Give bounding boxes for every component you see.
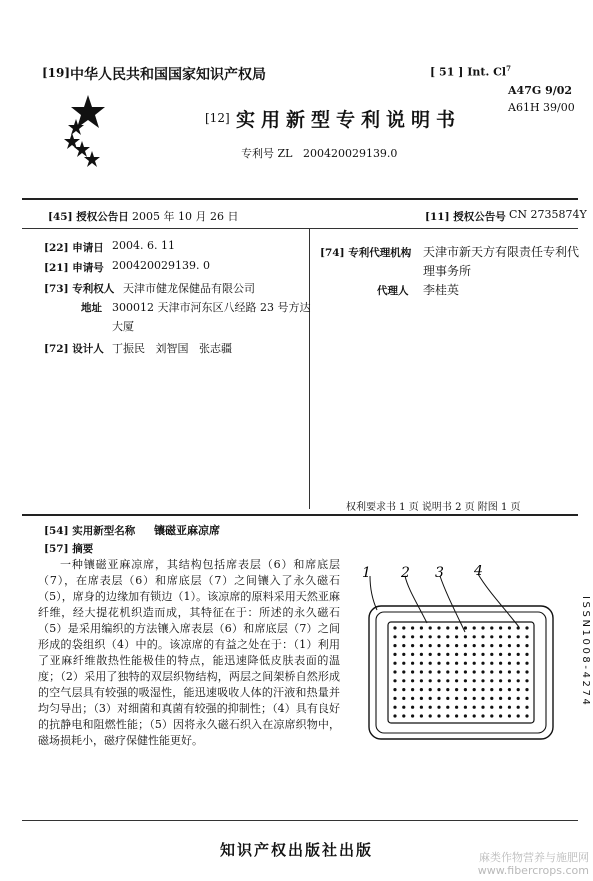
magnet-dot [437, 635, 440, 638]
magnet-dot [411, 662, 414, 665]
pub-number-label: [11] 授权公告号 [425, 211, 506, 223]
magnet-dot [446, 635, 449, 638]
magnet-dot [517, 679, 520, 682]
designer-names: 丁振民 刘智国 张志疆 [112, 342, 232, 355]
magnet-dot [437, 706, 440, 709]
magnet-dot [481, 679, 484, 682]
magnet-dot [420, 688, 423, 691]
magnet-dot [464, 706, 467, 709]
magnet-dot [499, 714, 502, 717]
page-count-info: 权利要求书 1 页 说明书 2 页 附图 1 页 [346, 502, 521, 513]
magnet-dot [499, 697, 502, 700]
magnet-dot [508, 644, 511, 647]
magnet-dot [499, 644, 502, 647]
magnet-dot [490, 653, 493, 656]
magnet-dot [508, 626, 511, 629]
sipo-emblem [62, 95, 122, 177]
magnet-dot [420, 644, 423, 647]
magnet-dot [481, 653, 484, 656]
biblio-bottom-rule [22, 514, 578, 516]
magnet-dot [411, 653, 414, 656]
magnet-dot [402, 653, 405, 656]
magnet-dot [402, 679, 405, 682]
magnet-dot [455, 679, 458, 682]
leader-line-4 [478, 574, 519, 627]
address-label: 地址 [81, 302, 102, 314]
magnet-dot [508, 688, 511, 691]
magnet-dot [437, 653, 440, 656]
magnet-dot [481, 635, 484, 638]
magnet-dot [446, 662, 449, 665]
ipc-sub: A61H 39/00 [508, 101, 575, 114]
magnet-dot [464, 635, 467, 638]
emblem-star [64, 133, 80, 149]
magnet-dot [490, 644, 493, 647]
magnet-dot [525, 706, 528, 709]
magnet-dot [402, 662, 405, 665]
magnet-dot [393, 662, 396, 665]
magnet-dot [402, 714, 405, 717]
magnet-dot [499, 662, 502, 665]
magnet-dot [473, 662, 476, 665]
magnet-dot [525, 670, 528, 673]
pub-date: 2005 年 10 月 26 日 [132, 210, 239, 223]
document-type-title: 实用新型专利说明书 [236, 109, 462, 131]
magnet-dot [393, 714, 396, 717]
magnet-dot [490, 662, 493, 665]
magnet-dot [508, 697, 511, 700]
app-number-label: [21] 申请号 [44, 262, 104, 274]
magnet-dot [429, 653, 432, 656]
magnet-dot [525, 697, 528, 700]
magnet-dot [393, 679, 396, 682]
magnet-dots [393, 626, 528, 717]
magnet-dot [420, 714, 423, 717]
magnet-dot [464, 714, 467, 717]
mat-outer-border [369, 606, 553, 739]
magnet-dot [393, 688, 396, 691]
magnet-dot [429, 662, 432, 665]
abstract-text: 一种镶磁亚麻凉席，其结构包括席表层（6）和席底层（7），在席表层（6）和席底层（7）之间镶入了永久磁石（5），席身的边缘加有锁边（1）。该凉席的原料采用天然亚麻纤维，经大提花机织造而成，其特征在于：所述的永久磁石（5）是采用编织的方法镶入席表层（6）和席底层（7）之间形成的袋组织（4）中的。该凉席的有益之处在于：（1）利用了亚麻纤维散热性能极佳的特点，能迅速降低皮肤表面的温度；（2）采用了独特的双层织物结构，两层之间架桥自然形成的空气层具有较强的吸湿性，能迅速吸收人体的汗液和热量并均匀导出；（3）对细菌和真菌有较强的抑制性；（4）具有良好的抗静电和阻燃性能；（5）因将永久磁石织入在凉席织物中，磁场损耗小，磁疗保健性能更好。 [38, 558, 340, 747]
issuing-authority: 中华人民共和国国家知识产权局 [70, 67, 266, 83]
publisher: 知识产权出版社出版 [220, 841, 374, 859]
magnet-dot [508, 679, 511, 682]
magnet-dot [499, 653, 502, 656]
magnet-dot [517, 697, 520, 700]
magnet-dot [525, 653, 528, 656]
mat-inner-panel [388, 622, 534, 723]
magnet-dot [517, 670, 520, 673]
mat-binding-edge [376, 612, 546, 733]
magnet-dot [473, 714, 476, 717]
magnet-dot [464, 670, 467, 673]
magnet-dot [429, 679, 432, 682]
header-code-51: [ 51 ] Int. Cl$^7$ [430, 64, 511, 79]
magnet-dot [402, 688, 405, 691]
magnet-dot [464, 626, 467, 629]
magnet-dot [517, 644, 520, 647]
biblio-top-rule [22, 228, 578, 229]
patent-number: 专利号 ZL 200420029139.0 [241, 147, 398, 160]
magnet-dot [455, 635, 458, 638]
magnet-dot [420, 706, 423, 709]
magnet-dot [517, 662, 520, 665]
figure-label-3: 3 [435, 565, 444, 581]
magnet-dot [481, 644, 484, 647]
figure-label-2: 2 [401, 565, 410, 581]
magnet-dot [411, 697, 414, 700]
watermark-site-name: 麻类作物营养与施肥网 [479, 851, 589, 864]
leader-line-2 [405, 576, 427, 623]
magnet-dot [411, 644, 414, 647]
magnet-dot [490, 697, 493, 700]
magnet-dot [446, 653, 449, 656]
magnet-dot [446, 679, 449, 682]
magnet-dot [411, 626, 414, 629]
magnet-dot [490, 635, 493, 638]
magnet-dot [446, 626, 449, 629]
emblem-star [74, 141, 90, 157]
magnet-dot [437, 688, 440, 691]
magnet-dot [490, 670, 493, 673]
magnet-dot [402, 706, 405, 709]
magnet-dot [517, 626, 520, 629]
magnet-dot [481, 670, 484, 673]
magnet-dot [420, 697, 423, 700]
magnet-dot [455, 697, 458, 700]
abstract-label: [57] 摘要 [44, 543, 94, 555]
magnet-dot [402, 635, 405, 638]
ipc-main: A47G 9/02 [508, 84, 573, 97]
magnet-dot [429, 644, 432, 647]
magnet-dot [517, 688, 520, 691]
magnet-dot [411, 679, 414, 682]
magnet-dot [437, 679, 440, 682]
magnet-dot [490, 679, 493, 682]
magnet-dot [473, 670, 476, 673]
agency-line-2: 理事务所 [423, 264, 472, 278]
agent-label: 代理人 [377, 285, 409, 297]
magnet-dot [402, 670, 405, 673]
magnet-dot [420, 626, 423, 629]
magnet-dot [402, 644, 405, 647]
magnet-dot [429, 670, 432, 673]
magnet-dot [446, 644, 449, 647]
magnet-dot [429, 626, 432, 629]
magnet-dot [473, 644, 476, 647]
magnet-dot [411, 714, 414, 717]
magnet-dot [490, 688, 493, 691]
magnet-dot [525, 644, 528, 647]
magnet-dot [517, 714, 520, 717]
magnet-dot [508, 662, 511, 665]
header-divider [22, 198, 578, 200]
magnet-dot [420, 662, 423, 665]
address-line-1: 300012 天津市河东区八经路 23 号方达 [112, 301, 311, 314]
magnet-dot [508, 670, 511, 673]
magnet-dot [455, 653, 458, 656]
header-code-19: [19] [42, 66, 71, 80]
figure-label-1: 1 [362, 565, 371, 581]
magnet-dot [429, 697, 432, 700]
magnet-dot [481, 662, 484, 665]
magnet-dot [517, 635, 520, 638]
magnet-dot [446, 706, 449, 709]
magnet-dot [437, 644, 440, 647]
magnet-dot [429, 688, 432, 691]
magnet-dot [517, 653, 520, 656]
magnet-dot [455, 644, 458, 647]
magnet-dot [437, 662, 440, 665]
magnet-dot [481, 706, 484, 709]
footer-rule [22, 820, 578, 821]
magnet-dot [525, 662, 528, 665]
magnet-dot [429, 714, 432, 717]
magnet-dot [393, 653, 396, 656]
pub-number: CN 2735874Y [509, 208, 587, 221]
magnet-dot [455, 670, 458, 673]
magnet-dot [464, 653, 467, 656]
magnet-dot [499, 635, 502, 638]
app-date-label: [22] 申请日 [44, 242, 104, 254]
magnet-dot [481, 714, 484, 717]
magnet-dot [437, 714, 440, 717]
magnet-dot [464, 697, 467, 700]
magnet-dot [429, 635, 432, 638]
issn-vertical: ISSN1008-4274 [580, 596, 591, 708]
magnet-dot [508, 706, 511, 709]
magnet-dot [393, 644, 396, 647]
magnet-dot [525, 679, 528, 682]
magnet-dot [525, 635, 528, 638]
magnet-dot [473, 697, 476, 700]
magnet-dot [402, 697, 405, 700]
magnet-dot [517, 706, 520, 709]
magnet-dot [437, 670, 440, 673]
magnet-dot [525, 714, 528, 717]
magnet-dot [411, 706, 414, 709]
column-divider [309, 229, 310, 509]
magnet-dot [420, 635, 423, 638]
owner-name: 天津市健龙保健品有限公司 [123, 282, 255, 295]
mat-drawing [355, 565, 565, 743]
magnet-dot [481, 688, 484, 691]
pub-date-label: [45] 授权公告日 [48, 211, 129, 223]
magnet-dot [393, 635, 396, 638]
magnet-dot [411, 670, 414, 673]
magnet-dot [499, 670, 502, 673]
magnet-dot [464, 679, 467, 682]
magnet-dot [393, 626, 396, 629]
magnet-dot [499, 626, 502, 629]
figure-label-4: 4 [474, 565, 483, 579]
magnet-dot [473, 679, 476, 682]
magnet-dot [508, 635, 511, 638]
magnet-dot [420, 653, 423, 656]
magnet-dot [437, 626, 440, 629]
magnet-dot [411, 635, 414, 638]
app-number: 200420029139. 0 [112, 259, 210, 272]
magnet-dot [455, 714, 458, 717]
magnet-dot [525, 688, 528, 691]
magnet-dot [393, 706, 396, 709]
magnet-dot [490, 714, 493, 717]
title-label: [54] 实用新型名称 [44, 525, 136, 537]
magnet-dot [473, 653, 476, 656]
magnet-dot [411, 688, 414, 691]
magnet-dot [446, 714, 449, 717]
magnet-dot [508, 714, 511, 717]
magnet-dot [473, 706, 476, 709]
magnet-dot [508, 653, 511, 656]
magnet-dot [455, 662, 458, 665]
magnet-dot [455, 706, 458, 709]
magnet-dot [420, 679, 423, 682]
magnet-dot [481, 626, 484, 629]
magnet-dot [499, 688, 502, 691]
magnet-dot [499, 679, 502, 682]
magnet-dot [429, 706, 432, 709]
magnet-dot [393, 670, 396, 673]
utility-model-title: 镶磁亚麻凉席 [154, 524, 220, 537]
magnet-dot [402, 626, 405, 629]
magnet-dot [473, 626, 476, 629]
watermark-url: www.fibercrops.com [477, 864, 589, 877]
agency-line-1: 天津市新天方有限责任专利代 [423, 245, 580, 259]
emblem-star [84, 151, 100, 167]
magnet-dot [481, 697, 484, 700]
magnet-dot [393, 697, 396, 700]
agent-name: 李桂英 [423, 283, 460, 297]
magnet-dot [446, 688, 449, 691]
leader-line-1 [370, 576, 377, 610]
magnet-dot [499, 706, 502, 709]
magnet-dot [446, 670, 449, 673]
magnet-dot [490, 706, 493, 709]
leader-line-3 [440, 576, 465, 632]
magnet-dot [455, 688, 458, 691]
magnet-dot [455, 626, 458, 629]
header-code-12: [12] [205, 111, 230, 125]
magnet-dot [464, 662, 467, 665]
owner-label: [73] 专利权人 [44, 283, 115, 295]
agency-label: [74] 专利代理机构 [320, 247, 412, 259]
magnet-dot [437, 697, 440, 700]
address-line-2: 大厦 [112, 320, 134, 333]
app-date: 2004. 6. 11 [112, 239, 175, 252]
designer-label: [72] 设计人 [44, 343, 104, 355]
magnet-dot [525, 626, 528, 629]
magnet-dot [446, 697, 449, 700]
magnet-dot [473, 688, 476, 691]
magnet-dot [464, 688, 467, 691]
magnet-dot [420, 670, 423, 673]
magnet-dot [473, 635, 476, 638]
magnet-dot [490, 626, 493, 629]
magnet-dot [464, 644, 467, 647]
